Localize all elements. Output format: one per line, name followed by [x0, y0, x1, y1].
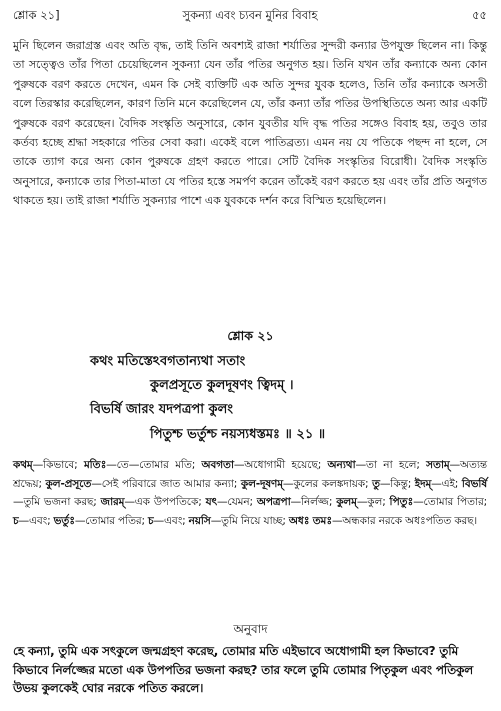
synonym-term: অপত্রপা: [256, 495, 291, 509]
page-header: [13, 4, 487, 26]
synonym-meaning: তে—তোমার মতি;: [116, 458, 196, 471]
synonym-term: সতাম্: [426, 458, 450, 471]
header-verse-ref: শ্লোক ২১]: [13, 8, 60, 22]
synonym-term: কুল-প্রসূতে: [45, 476, 92, 490]
synonym-meaning: তোমার পতির;: [85, 513, 145, 527]
synonym-term: তু: [372, 476, 380, 490]
synonym-term: বিভর্ষি: [461, 476, 488, 490]
header-page-number: ৫৫: [472, 8, 487, 22]
synonym-term: কথম্: [13, 458, 33, 471]
translation-title: অনুবাদ: [233, 622, 268, 636]
verse-line-3: বিভর্ষি জারং যদপত্রপা কুলং: [90, 402, 233, 417]
synonym-meaning: তুমি ভজনা করছ;: [23, 495, 97, 509]
synonym-meaning: কুলের কলঙ্কদায়ক;: [293, 476, 369, 490]
synonym-term: মতিঃ: [83, 458, 107, 471]
synonym-term: চ: [148, 513, 154, 527]
synonym-meaning: তা না হলে;: [365, 458, 420, 471]
synonym-meaning: অত্যন্ত শ্রদ্ধেয়;: [13, 458, 487, 490]
verse-title: শ্লোক ২১: [227, 328, 274, 343]
synonym-term: কুলম্: [336, 495, 357, 509]
synonym-term: জারম্: [100, 495, 125, 509]
header-chapter-title: সুকন্যা এবং চ্যবন মুনির বিবাহ: [182, 8, 318, 22]
synonym-meaning: এই;: [441, 476, 459, 490]
synonym-term: অধঃ তমঃ: [288, 513, 332, 527]
synonym-meaning: এক উপপতিকে;: [134, 495, 202, 509]
verse-line-1: কথং মতিস্তেঽবগতান্যথা সতাং: [90, 354, 246, 369]
synonym-term: ইদম্: [414, 476, 432, 490]
synonyms-block: কথম্—কিভাবে; মতিঃ—তে—তোমার মতি; অবগতা—অধোগামী হয়েছে; অন্যথা—তা না হলে; সতাম্—অত্যন্ত শ্রদ্ধেয়; কুল-প্রসূতে—সেই পরিবারে জাত আমার কন্যা; কুল-দূষণম্—কুলের কলঙ্কদায়ক; তু—কিন্তু; ইদম্—এই; বিভর্ষি—তুমি ভজনা করছ; জারম্—এক উপপতিকে; যৎ—যেমন; অপত্রপা—নির্লজ্জ; কুলম্—কুল; পিতুঃ—তোমার পিতার; চ—এবং; ভর্তুঃ—তোমার পতির; চ—এবং; নয়সি—তুমি নিয়ে যাচ্ছ; অধঃ তমঃ—অন্ধকার নরকে অধঃপতিত করছ।: [13, 458, 488, 527]
synonym-meaning: তোমার পিতার;: [423, 495, 488, 509]
synonym-meaning: নির্লজ্জ;: [300, 495, 333, 509]
verse-line-4: পিতুশ্চ ভর্তুশ্চ নয়স্যধস্তমঃ ॥ ২১ ॥: [150, 427, 326, 442]
synonym-meaning: এবং;: [28, 513, 51, 527]
synonym-meaning: কিভাবে;: [43, 458, 78, 471]
synonym-meaning: তুমি নিয়ে যাচ্ছ;: [221, 513, 286, 527]
synonym-meaning: সেই পরিবারে জাত আমার কন্যা;: [101, 476, 238, 490]
synonym-term: পিতুঃ: [389, 495, 414, 509]
synonym-meaning: যেমন;: [227, 495, 253, 509]
synonym-term: অবগতা: [201, 458, 234, 471]
synonym-meaning: কিন্তু;: [390, 476, 412, 490]
verse-line-2: কুলপ্রসূতে কুলদূষণং ত্বিদম্ ।: [150, 378, 294, 393]
synonym-term: যৎ: [205, 495, 217, 509]
purport-paragraph: মুনি ছিলেন জরাগ্রস্ত এবং অতি বৃদ্ধ, তাই তিনি অবশ্যই রাজা শর্যাতির সুন্দরী কন্যার উপযুক্ত ছিলেন না। কিন্তু তা সত্ত্বেও তাঁর পিতা চেয়েছিলেন সুকন্যা যেন তাঁর পতির অনুগত হয়। তিনি যখন তাঁর কন্যাকে অন্য কোন পুরুষকে বরণ করতে দেখেন, এমন কি সেই ব্যক্তিটি এক অতি সুন্দর যুবক হলেও, তিনি তাঁর কন্যাকে অসতী বলে তিরস্কার করেছিলেন, কারণ তিনি মনে করেছিলেন যে, তাঁর কন্যা তাঁর পতির উপস্থিতিতে অন্য আর একটি পুরুষকে বরণ করেছেন। বৈদিক সংস্কৃতি অনুসারে, কোন যুবতীর যদি বৃদ্ধ পতির সঙ্গেও বিবাহ হয়, তবুও তার কর্তব্য হচ্ছে শ্রদ্ধা সহকারে পতির সেবা করা। একেই বলে পাতিব্রত্য। এমন নয় যে পতিকে পছন্দ না হলে, সে তাকে ত্যাগ করে অন্য কোন পুরুষকে গ্রহণ করতে পারে। সেটি বৈদিক সংস্কৃতির বিরোধী। বৈদিক সংস্কৃতি অনুসারে, কন্যাকে তার পিতা-মাতা যে পতির হস্তে সমর্পণ করেন তাঁকেই বরণ করতে হয় এবং তাঁর প্রতি অনুগত থাকতে হয়। তাই রাজা শর্যাতি সুকন্যার পাশে এক যুবককে দর্শন করে বিস্মিত হয়েছিলেন।: [13, 39, 487, 208]
synonym-term: অন্যথা: [327, 458, 356, 471]
synonym-term: নয়সি: [188, 513, 211, 527]
translation-text: হে কন্যা, তুমি এক সৎকুলে জন্মগ্রহণ করেছ, তোমার মতি এইভাবে অধোগামী হল কিভাবে? তুমি কিভাবে নির্লজ্জের মতো এক উপপতির ভজনা করছ? তার ফলে তুমি তোমার পিতৃকুল এবং পতিকুল উভয় কুলকেই ঘোর নরকে পতিত করলে।: [13, 644, 473, 695]
synonym-meaning: এবং;: [163, 513, 186, 527]
synonym-term: ভর্তুঃ: [53, 513, 75, 527]
synonym-term: কুল-দূষণম্: [240, 476, 283, 490]
synonym-meaning: অন্ধকার নরকে অধঃপতিত করছ।: [342, 513, 477, 527]
synonym-meaning: কুল;: [367, 495, 386, 509]
synonym-meaning: অধোগামী হয়েছে;: [244, 458, 322, 471]
synonym-term: চ: [13, 513, 19, 527]
